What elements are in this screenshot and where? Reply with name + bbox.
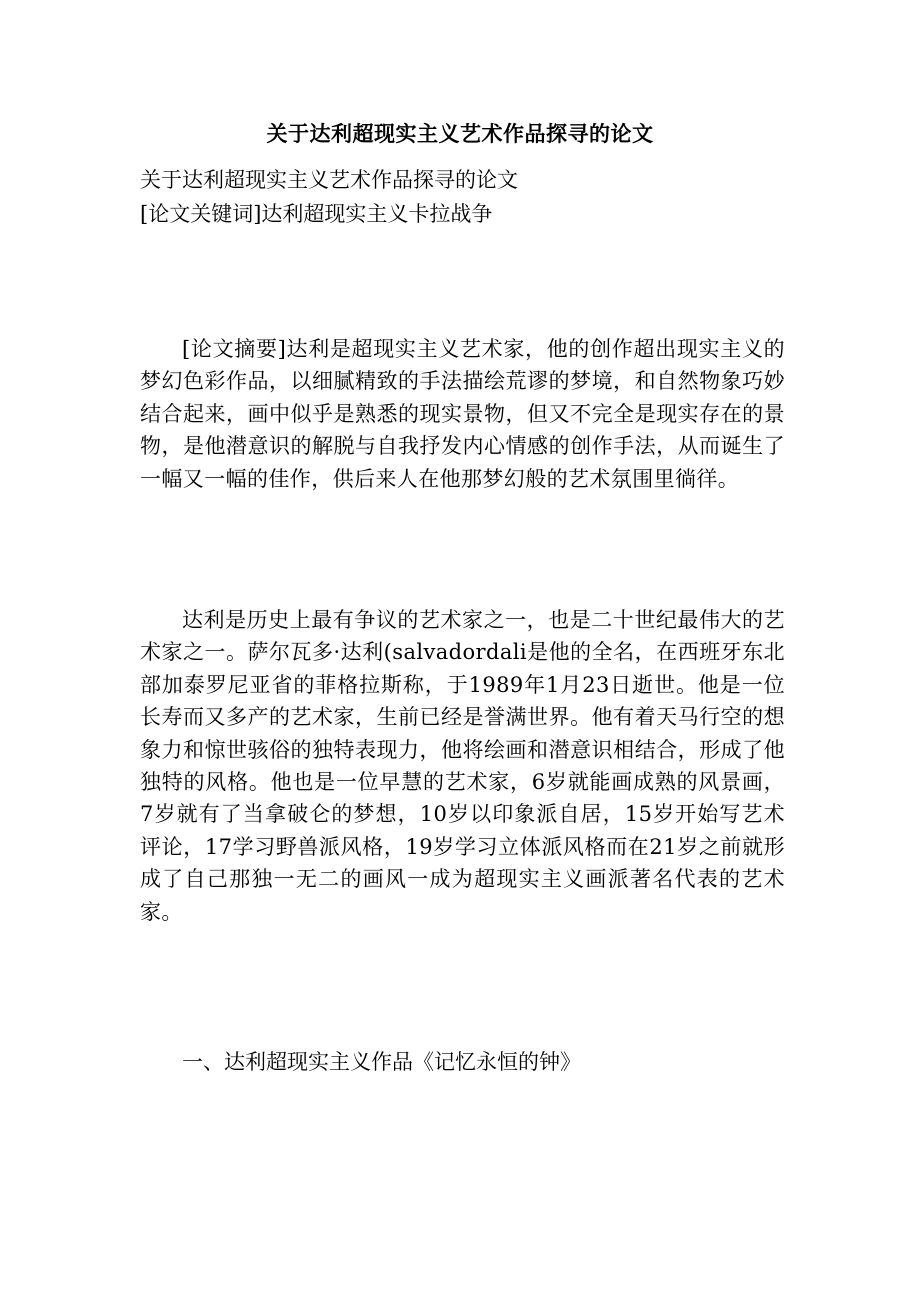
keywords-line: [论文关键词]达利超现实主义卡拉战争 [140, 202, 493, 226]
document-subtitle: 关于达利超现实主义艺术作品探寻的论文 [140, 168, 518, 192]
document-title: 关于达利超现实主义艺术作品探寻的论文 [266, 121, 654, 146]
body-paragraph: 达利是历史上最有争议的艺术家之一，也是二十世纪最伟大的艺术家之一。萨尔瓦多·达利(salvadordali是他的全名，在西班牙东北部加泰罗尼亚省的菲格拉斯称，于1989年1月23日逝世。他是一位长寿而又多产的艺术家，生前已经是誉满世界。他有着天马行空的想象力和惊世骇俗的独特表现力，他将绘画和潜意识相结合，形成了他独特的风格。他也是一位早慧的艺术家，6岁就能画成熟的风景画，7岁就有了当拿破仑的梦想，10岁以印象派自居，15岁开始写艺术评论，17学习野兽派风格，19岁学习立体派风格而在21岁之前就形成了自己那独一无二的画风一成为超现实主义画派著名代表的艺术家。 [140, 608, 785, 924]
section-heading: 一、达利超现实主义作品《记忆永恒的钟》 [182, 1050, 581, 1074]
abstract-paragraph: [论文摘要]达利是超现实主义艺术家，他的创作超出现实主义的梦幻色彩作品，以细腻精致的手法描绘荒谬的梦境，和自然物象巧妙结合起来，画中似乎是熟悉的现实景物，但又不完全是现实存在的景物，是他潜意识的解脱与自我抒发内心情感的创作手法，从而诞生了一幅又一幅的佳作，供后来人在他那梦幻般的艺术氛围里徜徉。 [140, 337, 785, 491]
